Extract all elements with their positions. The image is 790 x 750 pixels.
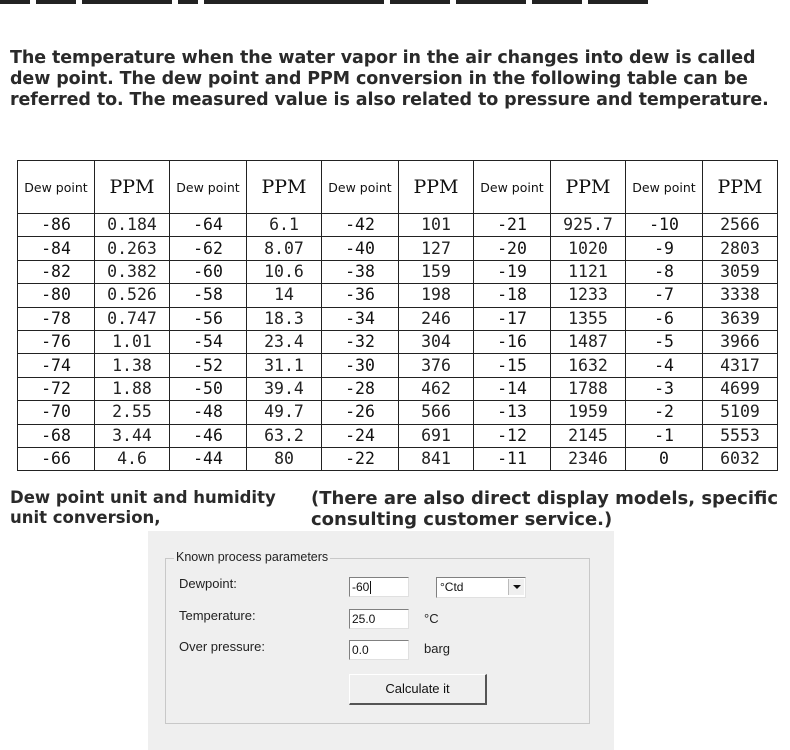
ppm-cell: 1.01 (95, 330, 170, 353)
dew-point-cell: -66 (18, 447, 95, 470)
table-body (18, 214, 778, 471)
intro-paragraph: The temperature when the water vapor in the air changes into dew is called dew point. The dew point and PPM conversion in the following table can be referred to. The measured value is also related to pressure and temperature. (10, 48, 769, 110)
dew-point-cell: -3 (626, 377, 703, 400)
table-row (18, 214, 778, 237)
ppm-cell: 49.7 (247, 401, 322, 424)
dew-point-cell: -50 (170, 377, 247, 400)
dew-point-cell: -10 (626, 214, 703, 237)
dew-point-cell: -8 (626, 260, 703, 283)
ppm-cell: 14 (247, 284, 322, 307)
dew-point-cell: -30 (322, 354, 399, 377)
temperature-input[interactable] (349, 609, 409, 629)
pressure-value: 0.0 (352, 643, 369, 657)
dew-point-cell: -70 (18, 401, 95, 424)
ppm-cell: 1020 (551, 237, 626, 260)
ppm-cell: 6.1 (247, 214, 322, 237)
dew-point-cell: -2 (626, 401, 703, 424)
dew-point-cell: -6 (626, 307, 703, 330)
dew-point-column-header: Dew point (322, 161, 399, 214)
calculate-button[interactable]: Calculate it (349, 674, 487, 705)
ppm-cell: 198 (399, 284, 474, 307)
ppm-cell: 3338 (703, 284, 778, 307)
dew-point-cell: -12 (474, 424, 551, 447)
known-parameters-group (165, 550, 590, 724)
dew-point-cell: -62 (170, 237, 247, 260)
dew-point-cell: -11 (474, 447, 551, 470)
dew-point-cell: -78 (18, 307, 95, 330)
ppm-cell: 159 (399, 260, 474, 283)
dew-point-cell: -20 (474, 237, 551, 260)
dew-point-column-header: Dew point (474, 161, 551, 214)
table-row (18, 377, 778, 400)
dew-point-cell: -54 (170, 330, 247, 353)
temperature-label: Temperature: (179, 608, 256, 623)
dew-point-cell: -40 (322, 237, 399, 260)
group-legend: Known process parameters (176, 550, 329, 564)
ppm-cell: 1632 (551, 354, 626, 377)
dew-point-cell: -68 (18, 424, 95, 447)
ppm-cell: 0.184 (95, 214, 170, 237)
table-row (18, 237, 778, 260)
ppm-cell: 10.6 (247, 260, 322, 283)
dew-point-cell: -21 (474, 214, 551, 237)
table-row (18, 354, 778, 377)
ppm-cell: 1959 (551, 401, 626, 424)
dew-point-column-header: Dew point (170, 161, 247, 214)
dew-point-cell: -72 (18, 377, 95, 400)
ppm-cell: 80 (247, 447, 322, 470)
ppm-cell: 566 (399, 401, 474, 424)
dew-point-cell: -34 (322, 307, 399, 330)
dew-point-cell: -28 (322, 377, 399, 400)
ppm-cell: 3639 (703, 307, 778, 330)
dewpoint-label: Dewpoint: (179, 576, 237, 591)
ppm-column-header: PPM (247, 161, 322, 214)
dew-point-cell: -82 (18, 260, 95, 283)
dew-point-cell: -5 (626, 330, 703, 353)
dew-point-column-header: Dew point (18, 161, 95, 214)
dew-point-cell: -58 (170, 284, 247, 307)
ppm-cell: 5109 (703, 401, 778, 424)
temperature-unit: °C (424, 611, 439, 626)
text-caret (370, 581, 371, 594)
dew-point-cell: -56 (170, 307, 247, 330)
ppm-column-header: PPM (703, 161, 778, 214)
ppm-cell: 5553 (703, 424, 778, 447)
temperature-value: 25.0 (352, 612, 376, 626)
ppm-cell: 925.7 (551, 214, 626, 237)
ppm-cell: 4.6 (95, 447, 170, 470)
ppm-cell: 1355 (551, 307, 626, 330)
dew-point-cell: -32 (322, 330, 399, 353)
dew-point-ppm-table (17, 160, 778, 471)
dew-point-cell: -17 (474, 307, 551, 330)
ppm-cell: 691 (399, 424, 474, 447)
ppm-cell: 0.747 (95, 307, 170, 330)
ppm-column-header: PPM (399, 161, 474, 214)
ppm-cell: 4699 (703, 377, 778, 400)
table-row (18, 424, 778, 447)
ppm-cell: 0.526 (95, 284, 170, 307)
ppm-cell: 31.1 (247, 354, 322, 377)
calculator-panel (148, 531, 614, 750)
dew-point-cell: -18 (474, 284, 551, 307)
dew-point-cell: -46 (170, 424, 247, 447)
ppm-column-header: PPM (95, 161, 170, 214)
dew-point-cell: -7 (626, 284, 703, 307)
table-row (18, 307, 778, 330)
ppm-cell: 0.382 (95, 260, 170, 283)
dew-point-cell: 0 (626, 447, 703, 470)
ppm-cell: 18.3 (247, 307, 322, 330)
ppm-cell: 2.55 (95, 401, 170, 424)
ppm-cell: 1.88 (95, 377, 170, 400)
ppm-cell: 1233 (551, 284, 626, 307)
ppm-cell: 2346 (551, 447, 626, 470)
chevron-down-icon[interactable] (508, 579, 524, 595)
pressure-input[interactable] (349, 640, 409, 660)
ppm-cell: 1121 (551, 260, 626, 283)
table-row (18, 330, 778, 353)
ppm-cell: 1487 (551, 330, 626, 353)
pressure-label: Over pressure: (179, 639, 265, 654)
dew-point-cell: -44 (170, 447, 247, 470)
ppm-cell: 2566 (703, 214, 778, 237)
ppm-cell: 39.4 (247, 377, 322, 400)
dewpoint-unit-value: °Ctd (440, 580, 464, 594)
dew-point-cell: -64 (170, 214, 247, 237)
dew-point-cell: -14 (474, 377, 551, 400)
cropped-header-text (0, 0, 790, 10)
dew-point-cell: -36 (322, 284, 399, 307)
table-row (18, 284, 778, 307)
table-row (18, 260, 778, 283)
pressure-unit: barg (424, 641, 451, 656)
dew-point-cell: -1 (626, 424, 703, 447)
ppm-cell: 1788 (551, 377, 626, 400)
dew-point-cell: -4 (626, 354, 703, 377)
ppm-cell: 23.4 (247, 330, 322, 353)
ppm-cell: 8.07 (247, 237, 322, 260)
ppm-cell: 2145 (551, 424, 626, 447)
ppm-cell: 376 (399, 354, 474, 377)
dew-point-cell: -22 (322, 447, 399, 470)
dew-point-cell: -52 (170, 354, 247, 377)
ppm-cell: 462 (399, 377, 474, 400)
dew-point-cell: -80 (18, 284, 95, 307)
dewpoint-value: -60 (352, 580, 370, 594)
dew-point-cell: -76 (18, 330, 95, 353)
table-row (18, 401, 778, 424)
ppm-cell: 4317 (703, 354, 778, 377)
ppm-cell: 2803 (703, 237, 778, 260)
ppm-column-header: PPM (551, 161, 626, 214)
display-models-note: (There are also direct display models, specific consulting customer service.) (311, 488, 778, 530)
ppm-cell: 3.44 (95, 424, 170, 447)
dew-point-cell: -86 (18, 214, 95, 237)
dew-point-column-header: Dew point (626, 161, 703, 214)
ppm-cell: 6032 (703, 447, 778, 470)
ppm-cell: 0.263 (95, 237, 170, 260)
dew-point-cell: -9 (626, 237, 703, 260)
dewpoint-input[interactable] (349, 577, 409, 597)
dew-point-cell: -15 (474, 354, 551, 377)
dew-point-cell: -74 (18, 354, 95, 377)
ppm-cell: 1.38 (95, 354, 170, 377)
dew-point-cell: -48 (170, 401, 247, 424)
dew-point-cell: -38 (322, 260, 399, 283)
ppm-cell: 127 (399, 237, 474, 260)
ppm-cell: 3059 (703, 260, 778, 283)
ppm-cell: 101 (399, 214, 474, 237)
ppm-cell: 304 (399, 330, 474, 353)
dew-point-cell: -60 (170, 260, 247, 283)
dew-point-cell: -24 (322, 424, 399, 447)
ppm-cell: 3966 (703, 330, 778, 353)
dewpoint-unit-select[interactable] (436, 577, 526, 598)
dew-point-cell: -84 (18, 237, 95, 260)
ppm-cell: 841 (399, 447, 474, 470)
dew-point-cell: -42 (322, 214, 399, 237)
dew-point-cell: -16 (474, 330, 551, 353)
table-row (18, 447, 778, 470)
unit-conversion-note: Dew point unit and humidity unit conversion, (10, 488, 276, 527)
dew-point-cell: -26 (322, 401, 399, 424)
ppm-cell: 246 (399, 307, 474, 330)
dew-point-cell: -13 (474, 401, 551, 424)
table-header-row (18, 161, 778, 214)
dew-point-cell: -19 (474, 260, 551, 283)
ppm-cell: 63.2 (247, 424, 322, 447)
